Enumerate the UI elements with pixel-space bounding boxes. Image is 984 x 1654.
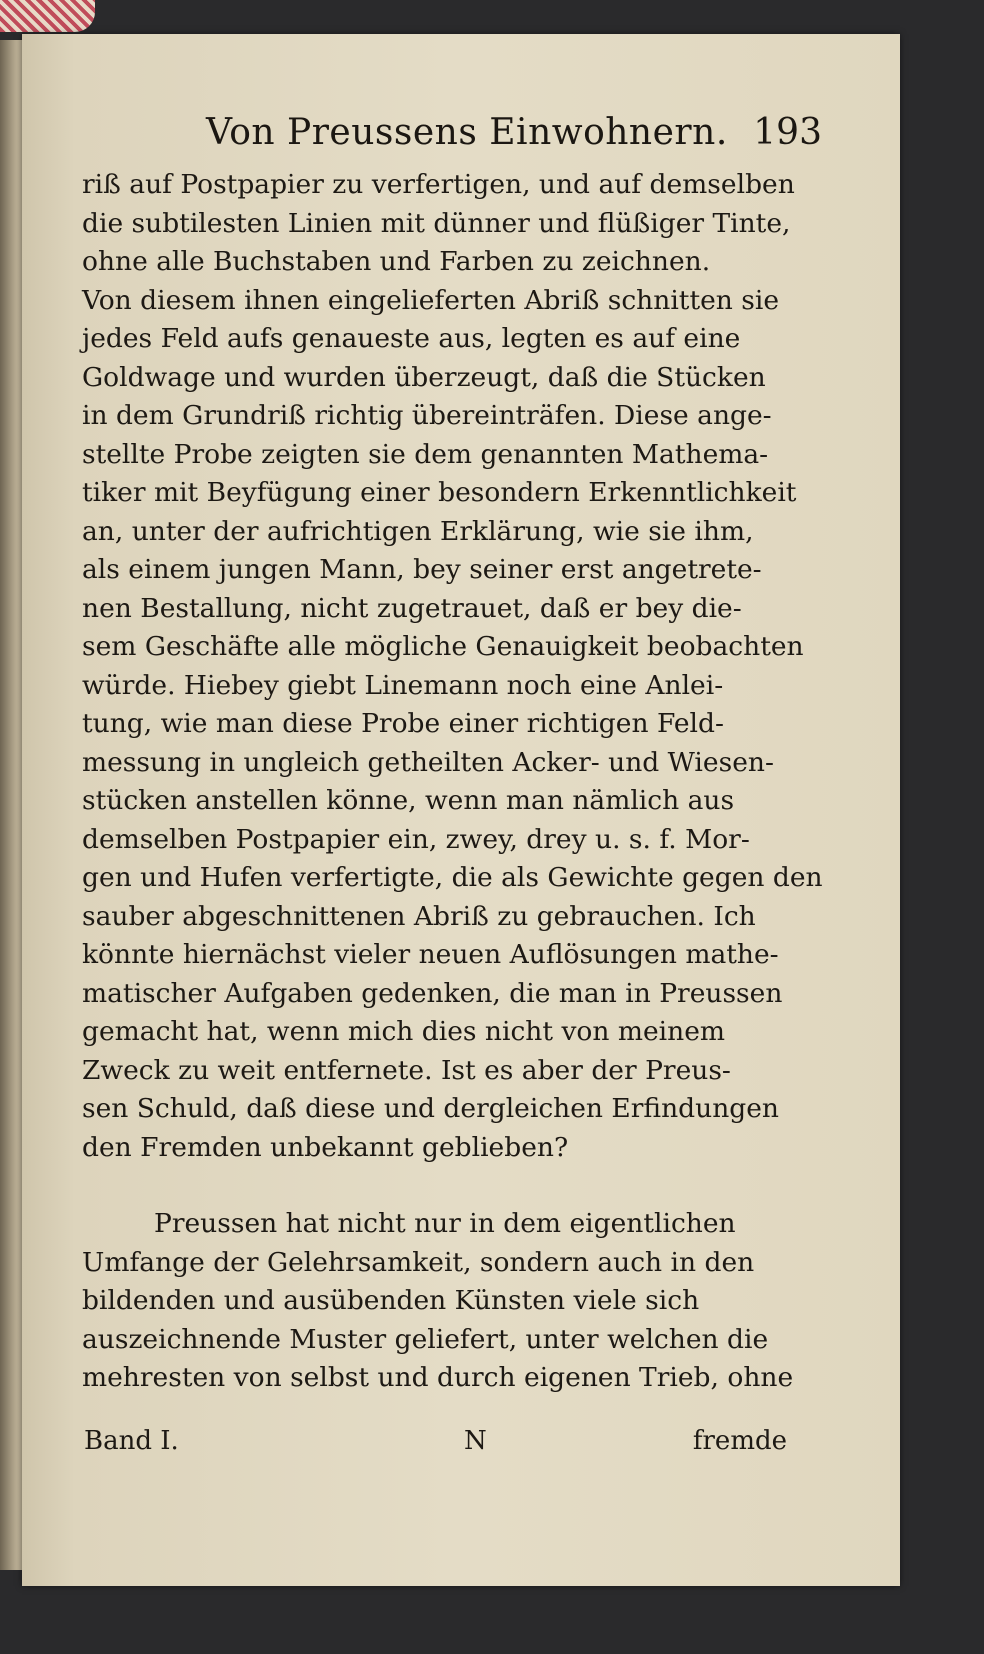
text-line: demselben Postpapier ein, zwey, drey u. s. f. Mor- xyxy=(82,823,750,855)
bookmark-ribbon xyxy=(0,0,95,32)
text-line: matischer Aufgaben gedenken, die man in Preussen xyxy=(82,977,783,1009)
text-line: bildenden und ausübenden Künsten viele sich xyxy=(82,1285,700,1316)
paragraph-2 xyxy=(82,1205,794,1398)
text-line: gemacht hat, wenn mich dies nicht von meinem xyxy=(82,1016,726,1047)
text-line: Von diesem ihnen eingelieferten Abriß schnitten sie xyxy=(82,284,780,316)
text-line: ohne alle Buchstaben und Farben zu zeichnen. xyxy=(82,246,711,277)
page-number: 193 xyxy=(753,112,822,153)
text-line: auszeichnende Muster geliefert, unter welchen die xyxy=(82,1323,769,1355)
text-line: tiker mit Beyfügung einer besondern Erkenntlichkeit xyxy=(82,477,797,508)
text-line: als einem jungen Mann, bey seiner erst angetrete- xyxy=(82,554,762,585)
text-line: tung, wie man diese Probe einer richtigen Feld- xyxy=(82,708,724,739)
body-text xyxy=(82,166,823,1398)
text-line: an, unter der aufrichtigen Erklärung, wie sie ihm, xyxy=(82,515,754,547)
text-line: stellte Probe zeigten sie dem genannten Mathema- xyxy=(82,438,769,470)
text-line: messung in ungleich getheilten Acker- und Wiesen- xyxy=(82,746,774,778)
running-title: Von Preussens Einwohnern. xyxy=(206,112,728,153)
text-line: die subtilesten Linien mit dünner und flüßiger Tinte, xyxy=(82,207,791,239)
text-line: nen Bestallung, nicht zugetrauet, daß er bey die- xyxy=(82,592,742,624)
text-line: in dem Grundriß richtig übereinträfen. Diese ange- xyxy=(82,400,772,431)
book-page xyxy=(22,34,900,1586)
text-line: riß auf Postpapier zu verfertigen, und auf demselben xyxy=(82,169,795,200)
page-footer xyxy=(84,1426,787,1466)
text-line: sen Schuld, daß diese und dergleichen Erfindungen xyxy=(82,1093,779,1124)
text-line: Zweck zu weit entfernete. Ist es aber der Preus- xyxy=(82,1054,731,1086)
page-header xyxy=(182,112,822,172)
text-line: stücken anstellen könne, wenn man nämlich aus xyxy=(82,785,735,816)
signature-mark: N xyxy=(464,1426,487,1456)
volume-signature: Band I. xyxy=(84,1426,179,1456)
text-line: sauber abgeschnittenen Abriß zu gebrauchen. Ich xyxy=(82,900,756,932)
catchword: fremde xyxy=(692,1426,787,1456)
text-line: Goldwage und wurden überzeugt, daß die Stücken xyxy=(82,361,766,393)
text-line: mehresten von selbst und durch eigenen Trieb, ohne xyxy=(82,1362,794,1393)
text-line: jedes Feld aufs genaueste aus, legten es auf eine xyxy=(82,323,741,354)
text-line: würde. Hiebey giebt Linemann noch eine Anlei- xyxy=(82,669,724,701)
text-line: könnte hiernächst vieler neuen Auflösungen mathe- xyxy=(82,939,779,970)
text-line: gen und Hufen verfertigte, die als Gewichte gegen den xyxy=(82,862,823,893)
paragraph-1 xyxy=(82,166,823,1167)
text-line: Umfange der Gelehrsamkeit, sondern auch in den xyxy=(82,1246,755,1278)
text-line: sem Geschäfte alle mögliche Genauigkeit beobachten xyxy=(82,631,804,662)
text-line: Preussen hat nicht nur in dem eigentlichen xyxy=(154,1208,736,1239)
text-line: den Fremden unbekannt geblieben? xyxy=(82,1131,569,1163)
paragraph-gap xyxy=(82,1167,782,1205)
